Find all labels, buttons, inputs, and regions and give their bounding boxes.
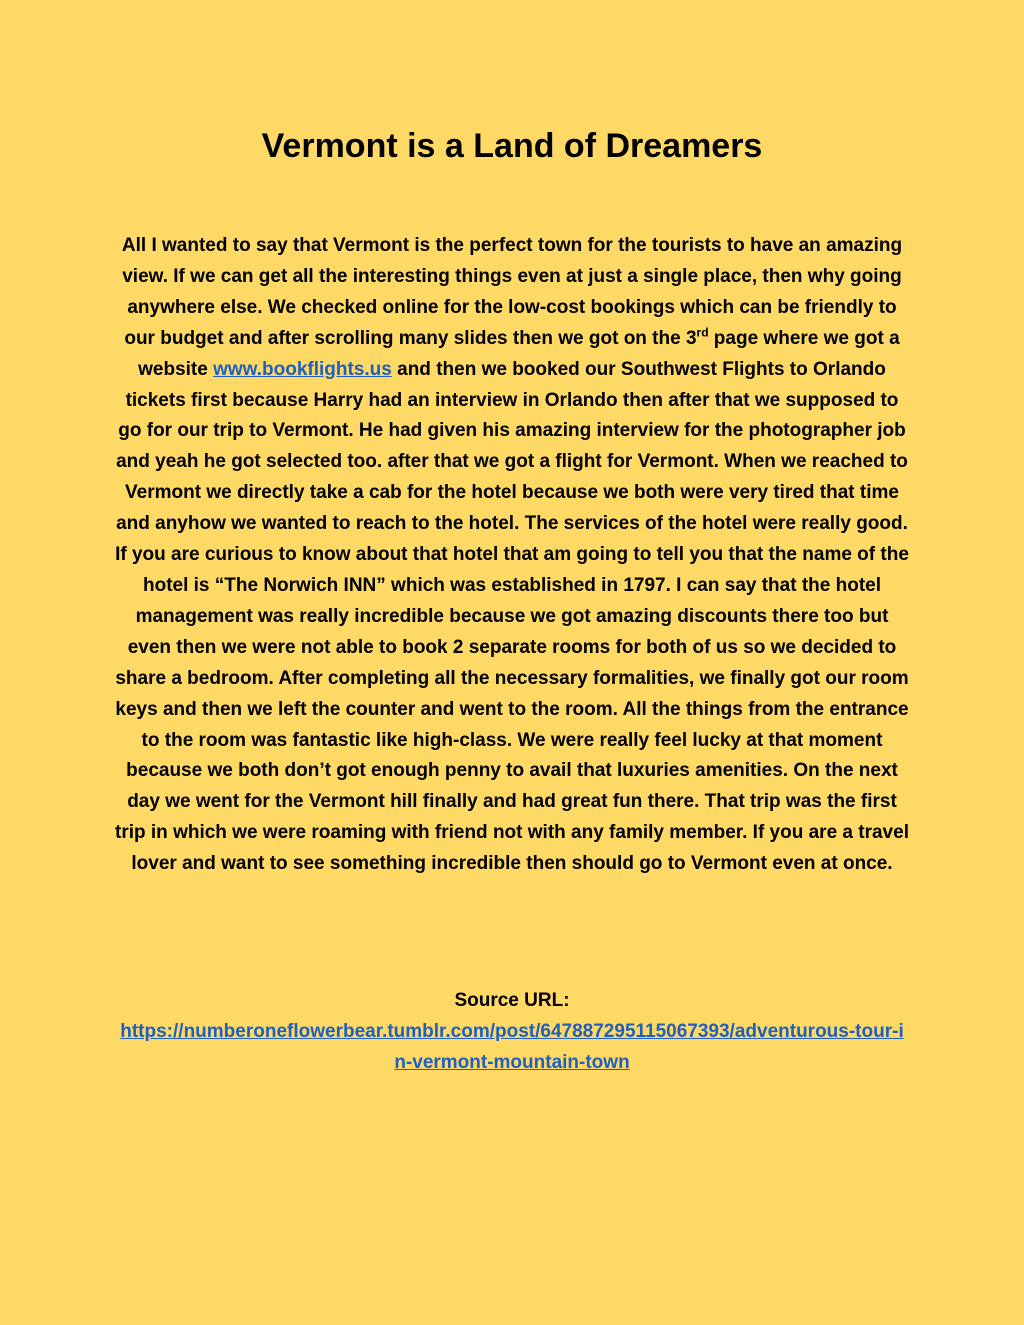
website-link[interactable]: www.bookflights.us — [213, 358, 392, 380]
body-text-part-3: and then we booked our Southwest Flights to Orlando tickets first because Harry had an interview in Orlando then after that we supposed to go for our trip to Vermont. He had given his amazing interview for the photographer job and yeah he got selected too. after that we got a flight for Vermont. When we reached to Vermont we directly take a cab for the hotel because we both were very tired that time and anyhow we wanted to reach to the hotel. The services of the hotel were really good. If you are curious to know about that hotel that am going to tell you that the name of the hotel is “The Norwich INN” which was established in 1797. I can say that the hotel management was really incredible because we got amazing discounts there too but even then we were not able to book 2 separate rooms for both of us so we decided to share a bedroom. After completing all the necessary formalities, we finally got our room keys and then we left the counter and went to the room. All the things from the entrance to the room was fantastic like high-class. We were really feel lucky at that moment because we both don’t got enough penny to avail that luxuries amenities. On the next day we went for the Vermont hill finally and had great fun there. That trip was the first trip in which we were roaming with friend not with any family member. If you are a travel lover and want to see something incredible then should go to Vermont even at once. — [115, 358, 909, 875]
source-label: Source URL: — [454, 990, 570, 1011]
source-block — [115, 985, 909, 1078]
body-paragraph — [115, 231, 909, 880]
body-text-part-2: page where we got a website — [138, 327, 900, 380]
body-text-part-1: All I wanted to say that Vermont is the perfect town for the tourists to have an amazing view. If we can get all the interesting things even at just a single place, then why going anywhere else. We checked online for the low-cost bookings which can be friendly to our budget and after scrolling many slides then we got on the 3 — [121, 235, 903, 349]
source-url-link[interactable]: https://numberoneflowerbear.tumblr.com/post/647887295115067393/adventurous-tour-in-vermont-mountain-town — [120, 1021, 904, 1073]
document-title: Vermont is a Land of Dreamers — [261, 127, 763, 165]
ordinal-superscript: rd — [696, 325, 709, 340]
